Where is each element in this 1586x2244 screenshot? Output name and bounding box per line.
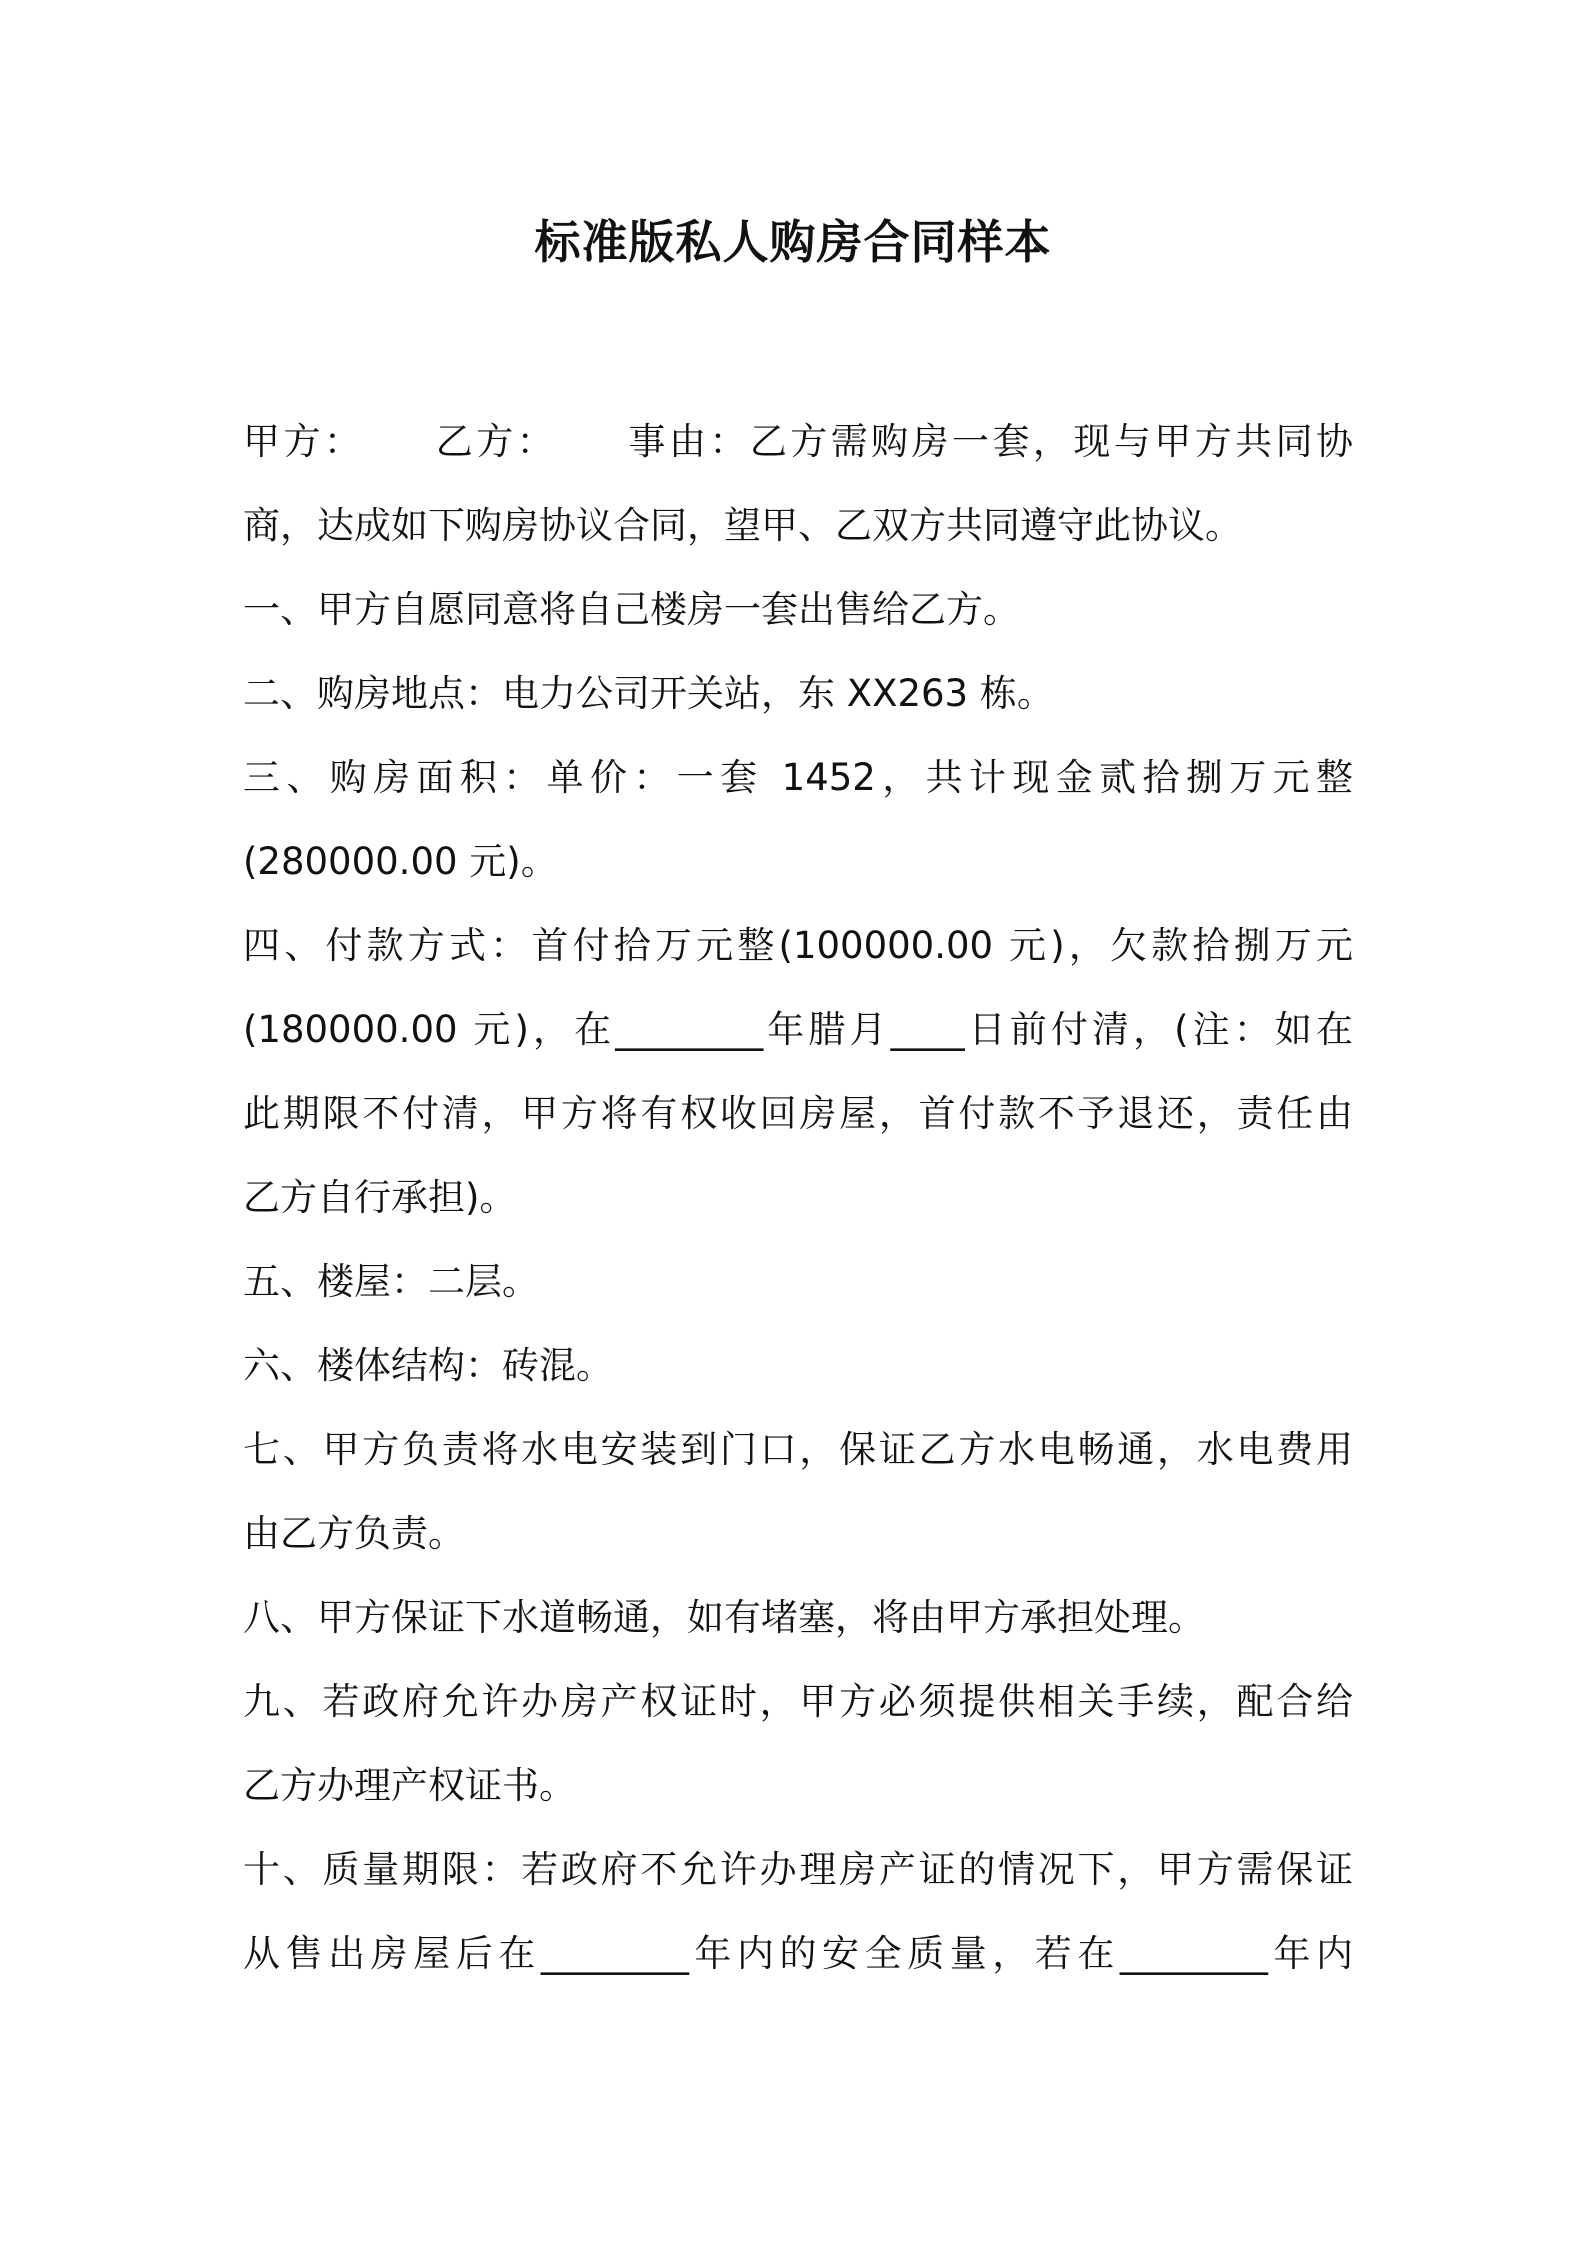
clause-7-cont: 由乙方负责。 [243,1512,465,1555]
clause-6: 六、楼体结构：砖混。 [243,1344,613,1387]
contract-body [243,400,1353,1996]
clause-3: 三、购房面积：单价：一套 1452，共计现金贰拾捌万元整 [243,756,1353,799]
clause-4-cont-1: (180000.00 元)，在________年腊月____日前付清，(注：如在 [243,1008,1353,1051]
clause-8: 八、甲方保证下水道畅通，如有堵塞，将由甲方承担处理。 [243,1596,1205,1639]
header-line [243,400,1353,484]
clause-4-cont-2: 此期限不付清，甲方将有权收回房屋，首付款不予退还，责任由 [243,1092,1353,1135]
party-a-label: 甲方： [243,420,365,463]
clause-9: 九、若政府允许办房产权证时，甲方必须提供相关手续，配合给 [243,1680,1353,1723]
clause-5: 五、楼屋：二层。 [243,1260,539,1303]
paragraph-line: 商，达成如下购房协议合同，望甲、乙双方共同遵守此协议。 [243,504,1242,547]
document-title: 标准版私人购房合同样本 [534,215,1052,269]
clause-4: 四、付款方式：首付拾万元整(100000.00 元)，欠款拾捌万元 [243,924,1353,967]
clause-7: 七、甲方负责将水电安装到门口，保证乙方水电畅通，水电费用 [243,1428,1353,1471]
reason-text: 事由：乙方需购房一套，现与甲方共同协 [625,420,1353,463]
clause-2: 二、购房地点：电力公司开关站，东 XX263 栋。 [243,672,1054,715]
clause-9-cont: 乙方办理产权证书。 [243,1764,576,1807]
clause-10: 十、质量期限：若政府不允许办理房产证的情况下，甲方需保证 [243,1848,1353,1891]
clause-4-cont-3: 乙方自行承担)。 [243,1176,517,1219]
clause-3-cont: (280000.00 元)。 [243,840,558,883]
party-b-label: 乙方： [432,420,558,463]
clause-1: 一、甲方自愿同意将自己楼房一套出售给乙方。 [243,588,1020,631]
clause-10-cont: 从售出房屋后在________年内的安全质量，若在________年内 [243,1932,1353,1975]
